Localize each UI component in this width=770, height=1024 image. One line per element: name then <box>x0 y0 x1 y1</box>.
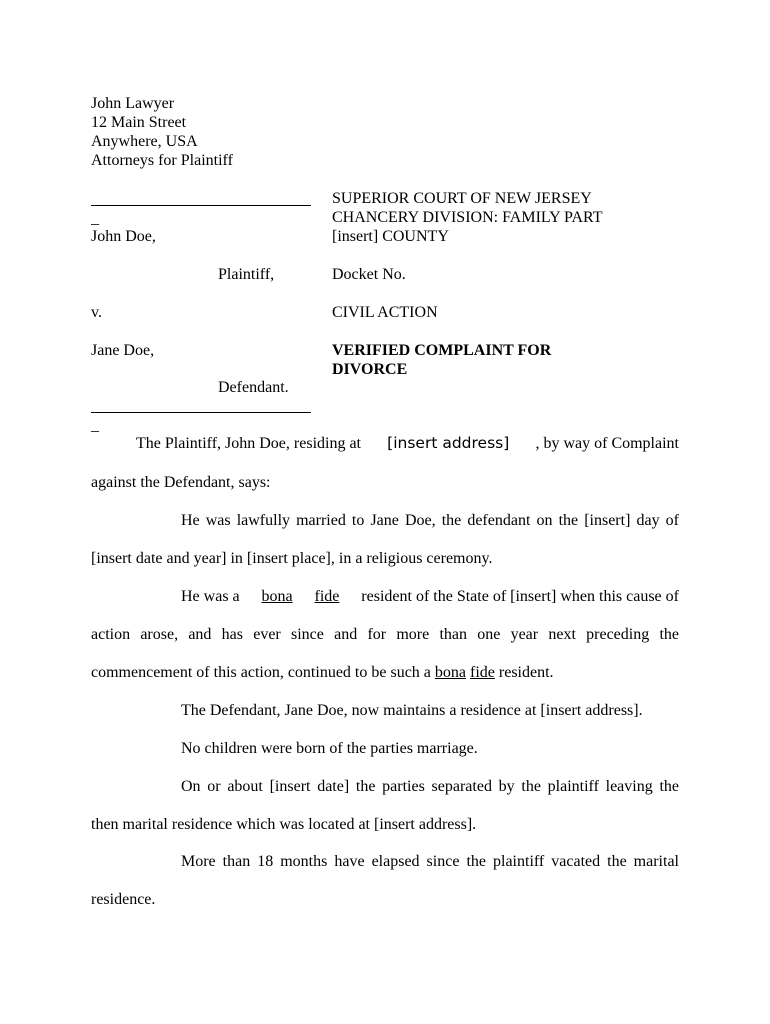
civil-action: CIVIL ACTION <box>332 304 438 321</box>
para6-line1-text: More than 18 months have elapsed since the plaintiff vacated the marital <box>181 853 679 870</box>
versus: v. <box>91 304 102 321</box>
para2-fide: fide <box>314 588 340 605</box>
para3: The Defendant, Jane Doe, now maintains a residence at [insert address]. <box>181 702 643 719</box>
court-name: SUPERIOR COURT OF NEW JERSEY <box>332 190 592 207</box>
caption-top-tail: _ <box>91 210 99 227</box>
attorney-street: 12 Main Street <box>91 114 187 131</box>
para2-bona: bona <box>261 588 293 605</box>
para1-line1 <box>181 511 679 530</box>
court-division: CHANCERY DIVISION: FAMILY PART <box>332 209 603 226</box>
para2-line2-text: action arose, and has ever since and for more than one year next preceding the <box>91 626 679 643</box>
para2-text-b: resident of the State of [insert] when this cause of <box>361 588 679 605</box>
attorney-name: John Lawyer <box>91 95 175 112</box>
para5-line2: then marital residence which was located at [insert address]. <box>91 816 477 833</box>
defendant-name: Jane Doe, <box>91 342 155 359</box>
para4: No children were born of the parties marriage. <box>181 740 478 757</box>
para2-line1 <box>181 587 679 606</box>
attorney-city: Anywhere, USA <box>91 133 198 150</box>
document-title-line1: VERIFIED COMPLAINT FOR <box>332 342 552 359</box>
para1-line1-text: He was lawfully married to Jane Doe, the defendant on the [insert] day of <box>181 512 679 529</box>
para2-line3-text-a: commencement of this action, continued to be such a <box>91 664 431 681</box>
para6-line1 <box>181 852 679 871</box>
intro-text-a: The Plaintiff, John Doe, residing at <box>136 435 361 452</box>
para2-line3 <box>91 663 554 682</box>
para2-line3-bona: bona <box>434 664 467 681</box>
caption-bottom-tail: _ <box>91 417 99 434</box>
docket-number: Docket No. <box>332 266 406 283</box>
intro-line-1 <box>136 434 679 453</box>
para5-line1 <box>181 777 679 796</box>
intro-insert-address: [insert address] <box>387 434 510 452</box>
plaintiff-name: John Doe, <box>91 228 156 245</box>
plaintiff-label: Plaintiff, <box>218 266 275 283</box>
para1-line2: [insert date and year] in [insert place], in a religious ceremony. <box>91 550 493 567</box>
caption-bottom-rule <box>91 412 311 413</box>
defendant-label: Defendant. <box>218 379 289 396</box>
document-title-line2: DIVORCE <box>332 361 408 378</box>
para2-text-a: He was a <box>181 588 240 605</box>
court-county: [insert] COUNTY <box>332 228 449 245</box>
para2-line2 <box>91 625 679 644</box>
para2-line3-text-b: resident. <box>498 664 554 681</box>
intro-line-2: against the Defendant, says: <box>91 474 271 491</box>
para6-line2: residence. <box>91 891 156 908</box>
para2-line3-fide: fide <box>470 664 495 681</box>
caption-top-rule <box>91 205 311 206</box>
para5-line1-text: On or about [insert date] the parties separated by the plaintiff leaving the <box>181 778 679 795</box>
attorney-role: Attorneys for Plaintiff <box>91 152 233 169</box>
intro-text-b: , by way of Complaint <box>535 435 679 452</box>
